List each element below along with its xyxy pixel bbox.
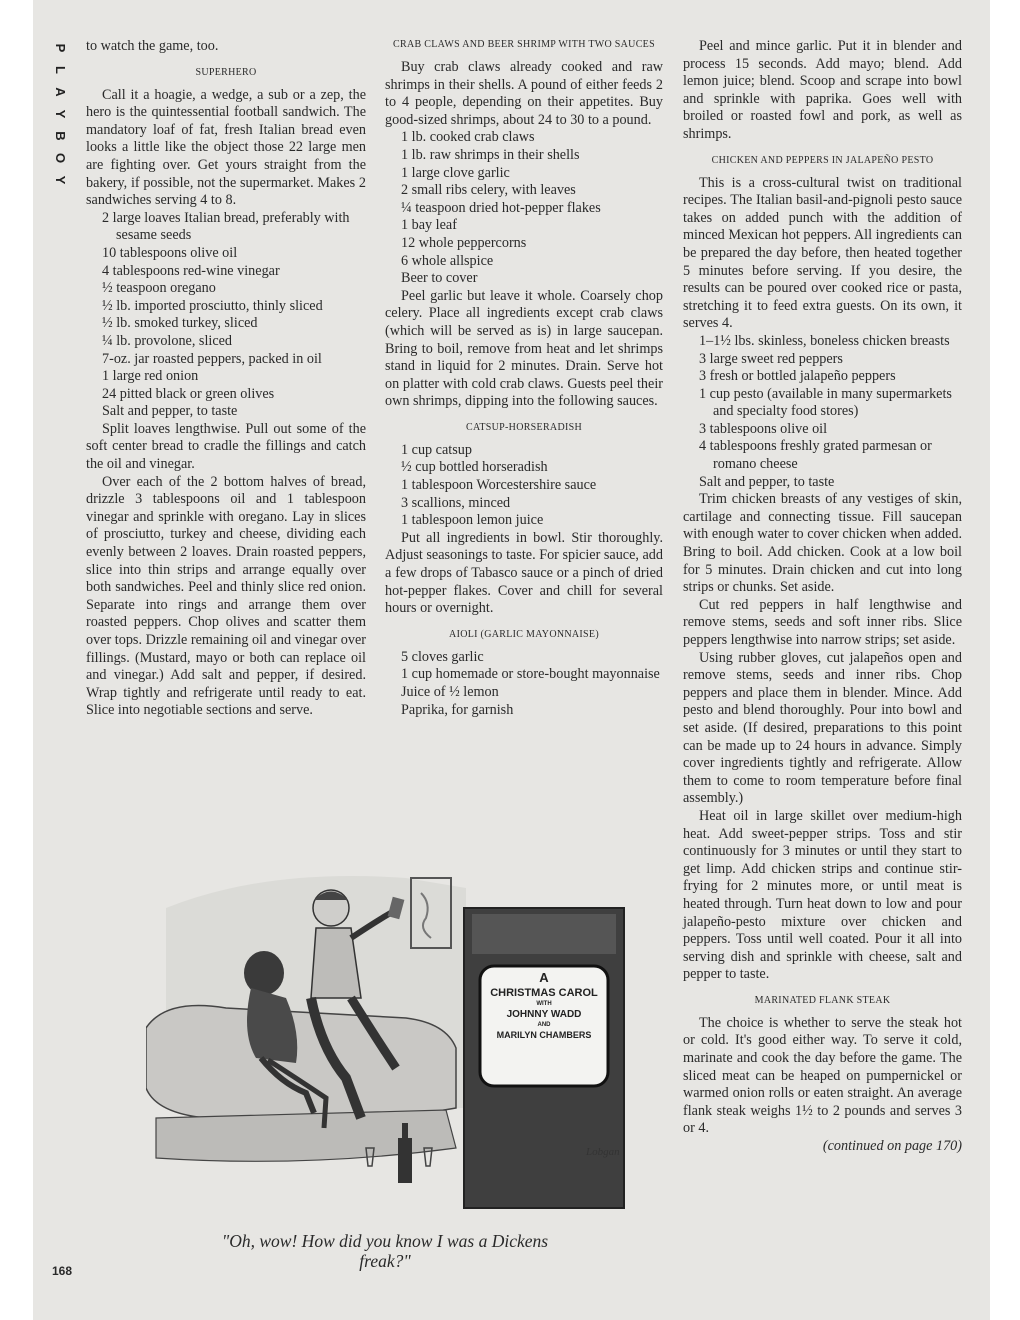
ingredient: 3 scallions, minced [401,494,511,511]
paragraph: Split loaves lengthwise. Pull out some of the soft center bread to cradle the fillings and catch the oil and vinegar. [86,420,366,473]
ingredient: 1 cup homemade or store-bought mayonnaise [401,666,660,683]
ingredient: 12 whole peppercorns [401,234,527,251]
continued-note: (continued on page 170) [822,1138,962,1155]
paragraph: Using rubber gloves, cut jalapeños open and remove stems, seeds and inner ribs. Chop peppers and place them in blender. Mince. Add pesto and blend thoroughly. Pour into bowl and set aside. (If desired, preparations to this point can be made up to 24 hours in advance. Simply cover ingredients tightly and refrigerate. Allow them to come to room temperature before final assembly.) [683,649,962,807]
ingredient: 1 tablespoon lemon juice [401,512,544,529]
paragraph: Peel garlic but leave it whole. Coarsely chop celery. Place all ingredients except crab claws (which will be served as is) in large saucepan. Bring to boil, remove from heat and let shrimps stand in liquid for 2 minutes. Drain. Serve hot on platter with cold crab claws. Guests peel their own shrimps, dipping into the following sauces. [385,287,663,410]
ingredient-list [385,129,663,287]
brand-letter: Y [53,109,68,119]
paragraph: Call it a hoagie, a wedge, a sub or a zep, the hero is the quintessential football sandwich. The mandatory loaf of fat, fresh Italian bread even looks a little like the object those 22 large men are fighting over. Get yours straight from the bakery, if possible, not the supermarket. Makes 2 sandwiches serving 4 to 8. [86,86,366,209]
paragraph: Put all ingredients in bowl. Stir thoroughly. Adjust seasonings to taste. For spicier sauce, add a few drops of Tabasco sauce or a pinch of dried hot-pepper flakes. Cover and chill for several hours or overnight. [385,529,663,617]
cartoon-illustration [146,848,666,1226]
ingredient: 1 cup catsup [401,441,472,458]
ingredient: 2 large loaves Italian bread, preferably with sesame seeds [102,209,350,244]
paragraph: Heat oil in large skillet over medium-high heat. Add sweet-pepper strips. Toss and stir continuously for 3 minutes or until they start to get limp. Add chicken strips and continue stir-frying for 2 minutes more, or until meat is heated through. Turn heat down to low and pour jalapeño-pesto mixture over chicken and peppers. Toss until well coated. Pour it all into serving dish and sprinkle with cheese, salt and pepper to taste. [683,807,962,983]
brand-letter: O [53,152,68,164]
ingredient: 1 tablespoon Worcestershire sauce [401,477,597,494]
paragraph: Peel and mince garlic. Put it in blender and process 15 seconds. Add mayo; blend. Add lemon juice; blend. Scoop and scrape into bowl and sprinkle with paprika. Goes well with broiled or roasted fowl and pork, as well as shrimps. [683,38,962,142]
ingredient: 1 large red onion [102,368,199,385]
recipe-heading-flank-steak: MARINATED FLANK STEAK [754,994,891,1006]
ingredient: Paprika, for garnish [401,701,514,718]
ingredient: 24 pitted black or green olives [102,385,275,402]
ingredient: 1 cup pesto (available in many supermarkets and specialty food stores) [699,385,952,420]
ingredient: 1–1½ lbs. skinless, boneless chicken breasts [699,332,950,349]
paragraph: This is a cross-cultural twist on traditional recipes. The Italian basil-and-pignoli pesto sauce takes on added punch with the addition of minced Mexican hot peppers. All ingredients can be prepared the day before, then heated together 5 minutes before serving. If you desire, the results can be poured over cooked rice or pasta, stretching it to feed extra guests. On its own, it serves 4. [683,174,962,332]
tv-star-1: JOHNNY WADD [506,1009,582,1020]
ingredient: ½ teaspoon oregano [102,280,216,297]
tv-title-a: A [539,970,549,985]
ingredient-list [683,333,962,491]
ingredient: 3 fresh or bottled jalapeño peppers [699,368,896,385]
tv-screen-text [480,968,608,1041]
paragraph: Trim chicken breasts of any vestiges of skin, cartilage and connecting tissue. Fill saucepan with enough water to cover chicken when added. Bring to boil. Add chicken. Cook at a low boil for 5 minutes. Drain chicken and cut into long strips or chunks. Set aside. [683,491,962,596]
column-1 [86,38,366,720]
ingredient: ¼ lb. provolone, sliced [102,332,233,349]
tv-title: CHRISTMAS CAROL [490,987,598,999]
brand-letter: B [53,131,68,141]
ingredient: 1 lb. raw shrimps in their shells [401,146,580,163]
column-3 [683,38,962,1156]
tv-star-2: MARILYN CHAMBERS [496,1030,592,1040]
recipe-heading-aioli: AIOLI (GARLIC MAYONNAISE) [449,628,599,640]
playboy-brand-vertical [50,38,70,192]
paragraph: The choice is whether to serve the steak hot or cold. It's good either way. To serve it cold, marinate and cook the day before the game. The sliced meat can be heaped on pumpernickel or warmed onion rolls or eaten straight. An average flank steak weighs 1½ to 2 pounds and serves 3 or 4. [683,1014,962,1137]
ingredient-list [385,442,663,530]
ingredient: 1 lb. cooked crab claws [401,129,535,146]
ingredient: 6 whole allspice [401,252,494,269]
artist-signature: Lobgan [586,1146,620,1158]
ingredient: 5 cloves garlic [401,648,484,665]
ingredient: 4 tablespoons freshly grated parmesan or romano cheese [699,438,932,473]
ingredient-list [86,210,366,421]
tv-and: AND [537,1022,551,1028]
ingredient: ½ lb. imported prosciutto, thinly sliced [102,297,323,314]
brand-letter: A [53,87,68,97]
ingredient: 1 bay leaf [401,217,457,234]
brand-letter: P [53,43,68,53]
ingredient: Beer to cover [401,270,478,287]
column-2 [385,38,663,719]
tv-with: WITH [536,1001,552,1007]
recipe-heading-superhero: SUPERHERO [195,66,257,78]
paragraph: Cut red peppers in half lengthwise and remove stems, seeds and soft inner ribs. Slice peppers lengthwise into narrow strips; set aside. [683,596,962,648]
ingredient: 7-oz. jar roasted peppers, packed in oil [102,350,322,367]
ingredient: Juice of ½ lemon [401,684,499,700]
paragraph: Over each of the 2 bottom halves of bread, drizzle 3 tablespoons oil and 1 tablespoon vinegar and sprinkle with oregano. Lay in slices of prosciutto, turkey and cheese, dividing each evenly between 2 loaves. Drain roasted peppers, slice into thin strips and arrange equally over both sandwiches. Peel and thinly slice red onion. Separate into rings and arrange them over roasted peppers. Chop olives and scatter them over tops. Drizzle remaining oil and vinegar over fillings. (Mustard, mayo or both can replace oil and vinegar.) Add salt and pepper, if desired. Wrap tightly and refrigerate until ready to eat. Slice into negotiable sections and serve. [86,473,366,719]
ingredient: 4 tablespoons red-wine vinegar [102,262,280,279]
ingredient-list [385,649,663,719]
ingredient: Salt and pepper, to taste [102,403,238,420]
ingredient: 1 large clove garlic [401,164,510,181]
paragraph: Buy crab claws already cooked and raw shrimps in their shells. A pound of either feeds 2 to 4 people, depending on their appetites. Buy good-sized shrimps, about 24 to 30 to a pound. [385,59,663,128]
page-number: 168 [52,1264,73,1278]
recipe-heading-crab-claws: CRAB CLAWS AND BEER SHRIMP WITH TWO SAUCES [393,39,655,50]
recipe-heading-chicken-peppers: CHICKEN AND PEPPERS IN JALAPEÑO PESTO [711,154,934,166]
recipe-heading-catsup-horseradish: CATSUP-HORSERADISH [466,421,582,433]
ingredient: 10 tablespoons olive oil [102,244,238,261]
brand-letter: Y [53,175,68,185]
ingredient: Salt and pepper, to taste [699,473,835,490]
intro-text: to watch the game, too. [86,38,219,54]
cartoon-caption: "Oh, wow! How did you know I was a Dickens freak?" [221,1231,549,1271]
ingredient: ¼ teaspoon dried hot-pepper flakes [401,199,601,216]
ingredient: 3 large sweet red peppers [699,350,843,367]
ingredient: 2 small ribs celery, with leaves [401,182,576,199]
ingredient: ½ cup bottled horseradish [401,459,548,476]
ingredient: ½ lb. smoked turkey, sliced [102,315,258,332]
brand-letter: L [53,66,68,74]
ingredient: 3 tablespoons olive oil [699,420,828,437]
